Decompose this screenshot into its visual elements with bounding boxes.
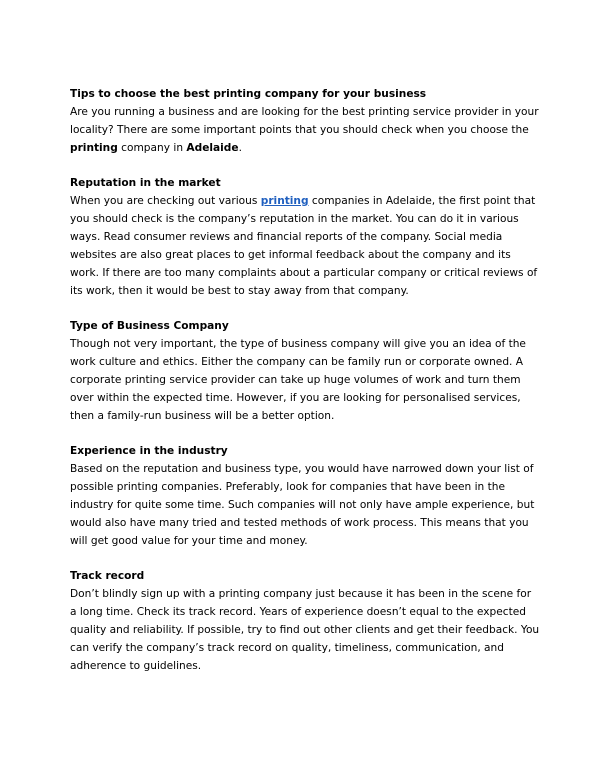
business-type-paragraph: Though not very important, the type of business company will give you an idea of the work culture and ethics. Either the company can be family run or corporate owned. A corporate printing service provider can take up huge volumes of work and turn them over within the expected time. However, if you are looking for personalised services, then a family-run business will be a better option. [70, 338, 526, 422]
experience-heading: Experience in the industry [70, 445, 228, 457]
document-page [70, 85, 540, 692]
intro-bold-printing: printing [70, 142, 118, 154]
experience-section [70, 442, 540, 550]
reputation-section [70, 174, 540, 300]
reputation-text-1: When you are checking out various [70, 195, 261, 207]
intro-text-1: Are you running a business and are looking for the best printing service provider in your locality? There are some important points that you should check when you choose the [70, 106, 539, 136]
track-record-heading: Track record [70, 570, 145, 582]
reputation-paragraph [70, 192, 540, 300]
intro-text-2: company in [117, 142, 187, 154]
intro-bold-adelaide: Adelaide [186, 142, 239, 154]
intro-paragraph [70, 103, 540, 157]
experience-paragraph: Based on the reputation and business type, you would have narrowed down your list of possible printing companies. Preferably, look for companies that have been in the industry for quite some time. Such companies will not only have ample experience, but would also have many tried and tested methods of work process. This means that you will get good value for your time and money. [70, 463, 535, 547]
reputation-text-2: companies in Adelaide, the first point that you should check is the company’s reputation in the market. You can do it in various ways. Read consumer reviews and financial reports of the company. Social media websites are also great places to get informal feedback about the company and its work. If there are too many complaints about a particular company or critical reviews of its work, then it would be best to stay away from that company. [70, 195, 538, 297]
intro-text-3: . [238, 142, 242, 154]
intro-heading: Tips to choose the best printing company for your business [70, 88, 427, 100]
business-type-heading: Type of Business Company [70, 320, 229, 332]
track-record-paragraph: Don’t blindly sign up with a printing company just because it has been in the scene for a long time. Check its track record. Years of experience doesn’t equal to the expected quality and reliability. If possible, try to find out other clients and get their feedback. You can verify the company’s track record on quality, timeliness, communication, and adherence to guidelines. [70, 588, 540, 672]
intro-section [70, 85, 540, 157]
reputation-heading: Reputation in the market [70, 177, 221, 189]
printing-link[interactable]: printing [260, 195, 309, 207]
track-record-section [70, 567, 540, 675]
business-type-section [70, 317, 540, 425]
